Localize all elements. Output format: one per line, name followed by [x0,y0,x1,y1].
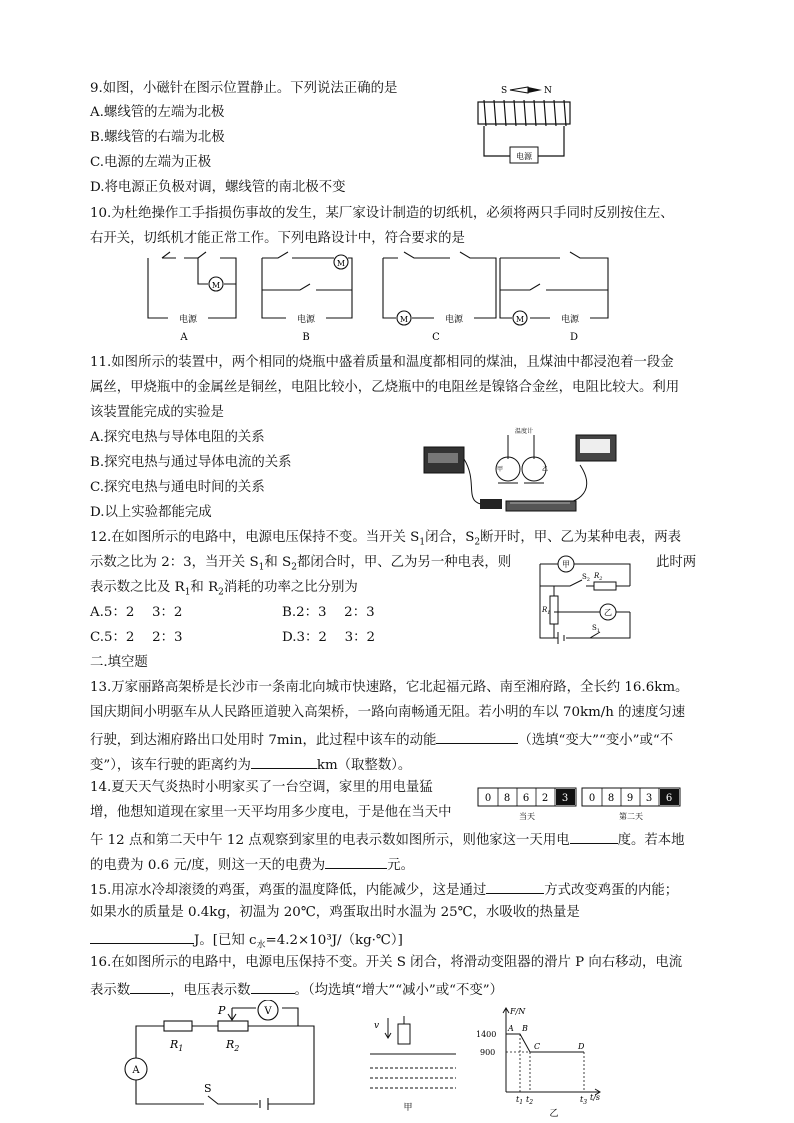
q11-line3: 该装置能完成的实验是 [90,405,224,420]
r1-label: $R_1$ [170,1038,184,1053]
voltmeter-label: V [264,1006,272,1017]
q16-line1: 16.在如图所示的电路中，电源电压保持不变。开关 S 闭合，将滑动变阻器的滑片 P 向右移动，电流 [90,955,683,970]
source-label-a: 电源 [178,315,198,325]
q16-circuit-figure [118,1000,328,1118]
q14-line1: 14.夏天天气炎热时小明家买了一台空调，家里的用电量猛 [90,780,433,795]
q15-blank-2[interactable] [90,929,194,944]
q14-meters-figure [474,786,686,822]
meter1-digit: 2 [541,793,549,804]
axis-f-label: F/N [510,1007,526,1016]
flask-yi-label: 乙 [542,466,549,473]
q13-blank-1[interactable] [436,729,518,744]
x-tick-t1: $t_1$ [516,1095,524,1106]
q10-stem-line1: 10.为杜绝操作工手指损伤事故的发生，某厂家设计制造的切纸机，必须将两只手同时反别按住左、 [90,206,674,221]
q9-option-d: D.将电源正负极对调，螺线管的南北极不变 [90,180,346,195]
point-b-label: B [522,1024,528,1033]
motor-label-b: M [336,259,346,268]
source-label-b: 电源 [296,315,316,325]
q15-line3: J。[已知 $c_水=4.2\times 10^3J/(kg\cdot℃)$] [90,929,403,955]
q12-option-d: D.3：2 3：2 [282,630,376,645]
q16-blank-2[interactable] [251,979,295,994]
q12-option-c: C.5：2 2：3 [90,630,183,645]
slider-p-label: P [218,1004,226,1017]
thermometer-label: 温度计 [514,428,534,435]
q16-blank-1[interactable] [130,979,170,994]
q9-option-a: A.螺线管的左端为北极 [90,105,225,120]
q15-blank-1[interactable] [486,879,544,894]
q13-line1: 13.万家丽路高架桥是长沙市一条南北向城市快速路，它北起福元路、南至湘府路，全长约 16.6km。 [90,680,689,695]
meter2-caption: 第二天 [619,812,643,821]
meter1-decimal-digit: 3 [561,793,569,804]
q10-stem-line2: 右开关，切纸机才能正常工作。下列电路设计中，符合要求的是 [90,231,465,246]
q11-option-a: A.探究电热与导体电阻的关系 [90,430,265,445]
meter2-digit: 8 [607,793,615,804]
q11-line2: 属丝，甲烧瓶中的金属丝是铜丝，电阻比较小，乙烧瓶中的电阻丝是镍铬合金丝，电阻比较大。利用 [90,380,680,395]
compass-n-label: N [544,86,552,96]
q12-line1: 12.在如图所示的电路中，电源电压保持不变。当开关 $S_1$闭合，$S_2$断开时，甲、乙为某种电表，两表 [90,530,682,548]
q14-blank-1[interactable] [570,829,618,844]
q14-line3: 午 12 点和第二天中午 12 点观察到家里的电表示数如图所示，则他家这一天用电 度。若本地 [90,829,685,850]
q16-line2: 表示数 ，电压表示数 。（均选填“增大”“减小”或“不变”） [90,979,503,1000]
q9-stem: 9.如图，小磁针在图示位置静止。下列说法正确的是 [90,81,398,96]
q9-option-c: C.电源的左端为正极 [90,155,212,170]
meter1-digit: 6 [522,793,530,804]
x-tick-t3: $t_3$ [580,1095,588,1106]
q9-solenoid-figure [472,80,582,172]
meter-jia-label: 甲 [562,560,570,569]
option-label-c: C [432,332,440,342]
source-label-c: 电源 [444,315,464,325]
r1-label: $R_1$ [542,606,551,616]
switch-s-label: S [204,1082,212,1095]
section-title-fill-in: 二.填空题 [90,655,148,670]
source-label-d: 电源 [560,315,580,325]
option-label-b: B [302,332,310,342]
option-label-a: A [180,332,188,342]
motor-label-a: M [211,281,221,290]
q9-option-b: B.螺线管的右端为北极 [90,130,225,145]
point-d-label: D [578,1042,585,1051]
point-c-label: C [534,1042,541,1051]
meter1-caption: 当天 [519,812,535,821]
q16-yi-graph-figure [474,1004,614,1120]
q13-blank-2[interactable] [251,754,317,769]
q11-option-c: C.探究电热与通电时间的关系 [90,480,265,495]
meter2-digit: 9 [626,793,634,804]
q15-line2: 如果水的质量是 0.4kg，初温为 20℃，鸡蛋取出时水温为 25℃，水吸收的热量是 [90,905,580,920]
flask-jia-label: 甲 [497,466,504,473]
meter2-digit: 0 [588,793,596,804]
q10-circuit-figures [140,250,620,342]
source-label: 电源 [516,152,532,161]
q14-blank-2[interactable] [325,854,387,869]
q12-option-b: B.2：3 2：3 [282,605,375,620]
figure-yi-caption: 乙 [549,1109,559,1119]
q14-line2: 增，他想知道现在家里一天平均用多少度电，于是他在当天中 [90,805,452,820]
q12-circuit-figure [530,552,640,644]
meter1-digit: 0 [484,793,492,804]
q13-line3: 行驶，到达湘府路出口处用时 7min，此过程中该车的动能 （选填“变大”“变小”或“不 [90,729,673,750]
meter2-decimal-digit: 6 [665,793,673,804]
velocity-v-label: v [374,1021,380,1031]
axis-t-label: t/s [590,1093,601,1102]
s1-label: $S_1$ [592,624,600,634]
q16-jia-figure [360,1012,460,1120]
q11-option-b: B.探究电热与通过导体电流的关系 [90,455,292,470]
ammeter-label: A [132,1065,140,1076]
y-tick-900: 900 [480,1048,496,1057]
q13-line4: 变”），该车行驶的距离约为 km（取整数）。 [90,754,411,775]
compass-s-label: S [501,86,508,96]
q14-line4: 的电费为 0.6 元/度，则这一天的电费为 元。 [90,854,414,875]
q15-line1: 15.用凉水冷却滚烫的鸡蛋，鸡蛋的温度降低，内能减少，这是通过 方式改变鸡蛋的内能； [90,879,678,900]
r2-label: $R_2$ [226,1038,240,1053]
meter2-digit: 3 [645,793,653,804]
motor-label-c: M [399,315,409,324]
figure-jia-caption: 甲 [403,1103,413,1113]
q12-line3: 表示数之比及 $R_1$和 $R_2$消耗的功率之比分别为 [90,580,358,598]
q11-line1: 11.如图所示的装置中，两个相同的烧瓶中盛着质量和温度都相同的煤油，且煤油中都浸泡着一段金 [90,355,674,370]
point-a-label: A [508,1024,514,1033]
q12-line2: 示数之比为 2：3，当开关 $S_1$和 $S_2$都闭合时，甲、乙为另一种电表，则 [90,555,512,573]
x-tick-t2: $t_2$ [526,1095,534,1106]
q11-apparatus-figure [420,425,630,525]
option-label-d: D [569,332,579,342]
meter1-digit: 8 [503,793,511,804]
q12-option-a: A.5：2 3：2 [90,605,183,620]
y-tick-1400: 1400 [476,1030,497,1039]
q12-line2-tail: 此时两 [656,555,697,570]
s2-label: $S_2$ [582,573,590,583]
r2-label: $R_2$ [594,572,603,582]
q11-option-d: D.以上实验都能完成 [90,505,212,520]
q13-line2: 国庆期间小明驱车从人民路匝道驶入高架桥，一路向南畅通无阻。若小明的车以 70km/h 的速度匀速 [90,705,686,720]
meter-yi-label: 乙 [604,608,612,617]
motor-label-d: M [515,315,525,324]
